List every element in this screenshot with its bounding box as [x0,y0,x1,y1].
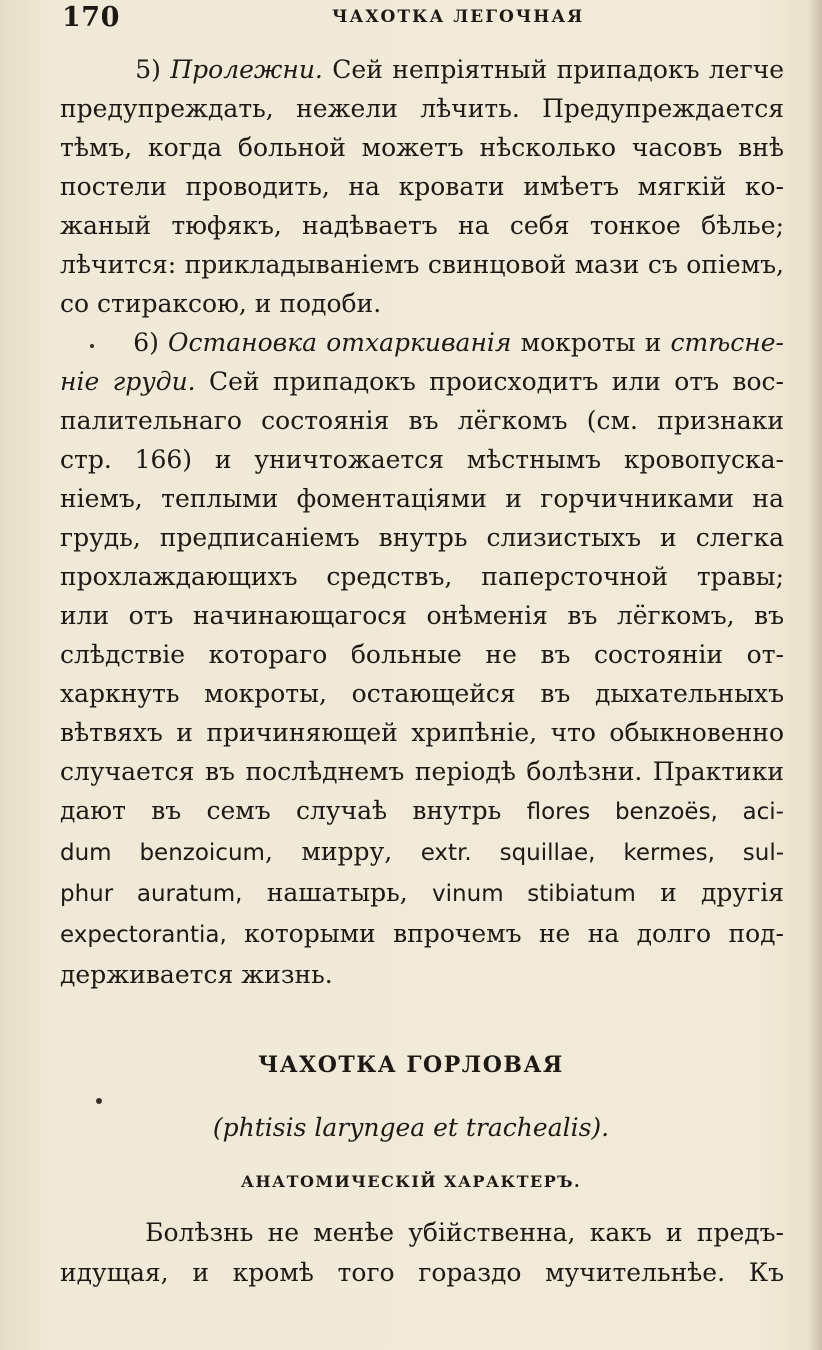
text-line: стр. 166) и уничтожается мѣстнымъ кровопуска- [60,445,784,474]
text-line: харкнуть мокроты, остающейся въ дыхательныхъ [60,679,784,708]
page-number: 170 [62,2,120,33]
section-subtitle: АНАТОМИЧЕСКІЙ ХАРАКТЕРЪ. [240,1172,582,1191]
item-heading-continued: стѣсне- [670,328,784,357]
text-line [60,914,784,955]
page-header [62,2,782,34]
text-line: палительнаго состоянія въ лёгкомъ (см. признаки [60,406,784,435]
text-line [60,1213,784,1253]
text-fragment: нашатырь, [266,878,408,907]
ink-spot [90,344,94,348]
section-title: ЧАХОТКА ГОРЛОВАЯ [258,1052,564,1078]
text-fragment: Сей непріятный припадокъ легче [332,55,785,84]
text-line: случается въ послѣднемъ періодѣ болѣзни. Практики [60,757,784,786]
body-text [60,50,784,994]
text-fragment: дают въ семъ случаѣ внутрь [60,796,502,825]
item-heading: Пролежни. [170,55,323,84]
text-line: постели проводить, на кровати имѣетъ мягкій ко- [60,172,784,201]
final-paragraph [60,1213,784,1293]
latin-term: dum benzoicum [60,840,265,866]
text-line: прохлаждающихъ средствъ, паперсточной травы; [60,562,784,591]
text-line: ніемъ, теплыми фоментаціями и горчичниками на [60,484,784,513]
text-fragment: которыми впрочемъ не на долго под- [244,919,784,948]
text-line [60,323,784,362]
paragraph-5 [60,50,784,323]
text-line: жаный тюфякъ, надѣваетъ на себя тонкое бѣлье; [60,211,784,240]
text-line: тѣмъ, когда больной можетъ нѣсколько часовъ внѣ [60,133,784,162]
text-line: лѣчится: прикладываніемъ свинцовой мази съ опіемъ, [60,250,784,279]
text-line [60,50,784,89]
text-line [60,362,784,401]
text-line: слѣдствіе котораго больные не въ состояніи от- [60,640,784,669]
running-title: ЧАХОТКА ЛЕГОЧНАЯ [332,7,585,27]
text-line: предупреждать, нежели лѣчить. Предупреждается [60,94,784,123]
text-line: грудь, предписаніемъ внутрь слизистыхъ и слегка [60,523,784,552]
text-line [60,791,784,832]
text-line [60,832,784,873]
text-fragment: мокроты и [520,328,662,357]
page-edge-shadow [808,0,822,1350]
text-fragment: Сей припадокъ происходитъ или отъ вос- [208,367,784,396]
text-line: вѣтвяхъ и причиняющей хрипѣніе, что обыкновенно [60,718,784,747]
latin-term: extr. squillae, kermes, sul- [420,840,785,866]
item-number: 6) [133,328,159,357]
text-line: или отъ начинающагося онѣменія въ лёгкомъ, въ [60,601,784,630]
text-line [60,873,784,914]
latin-term: phur auratum, [60,881,243,907]
text-line: держивается жизнь. [60,960,333,989]
item-heading: Остановка отхаркиванія [168,328,512,357]
item-heading-continued: ніе груди. [60,367,196,396]
item-number: 5) [135,55,161,84]
text-fragment: и другія [660,878,784,907]
paragraph-6 [60,323,784,994]
text-fragment: Болѣзнь не менѣе убійственна, какъ и предъ- [145,1218,784,1247]
text-line: со стираксою, и подоби. [60,289,382,318]
latin-term: expectorantia, [60,922,227,948]
ink-spot [96,1098,102,1104]
latin-term: flores benzoës, aci- [526,799,784,825]
text-line: идущая, и кромѣ того гораздо мучительнѣе. Къ [60,1258,784,1287]
section-latin-title: (phtisis laryngea et trachealis). [212,1113,610,1142]
text-fragment: , мирру, [264,837,393,866]
latin-term: vinum stibiatum [432,881,636,907]
